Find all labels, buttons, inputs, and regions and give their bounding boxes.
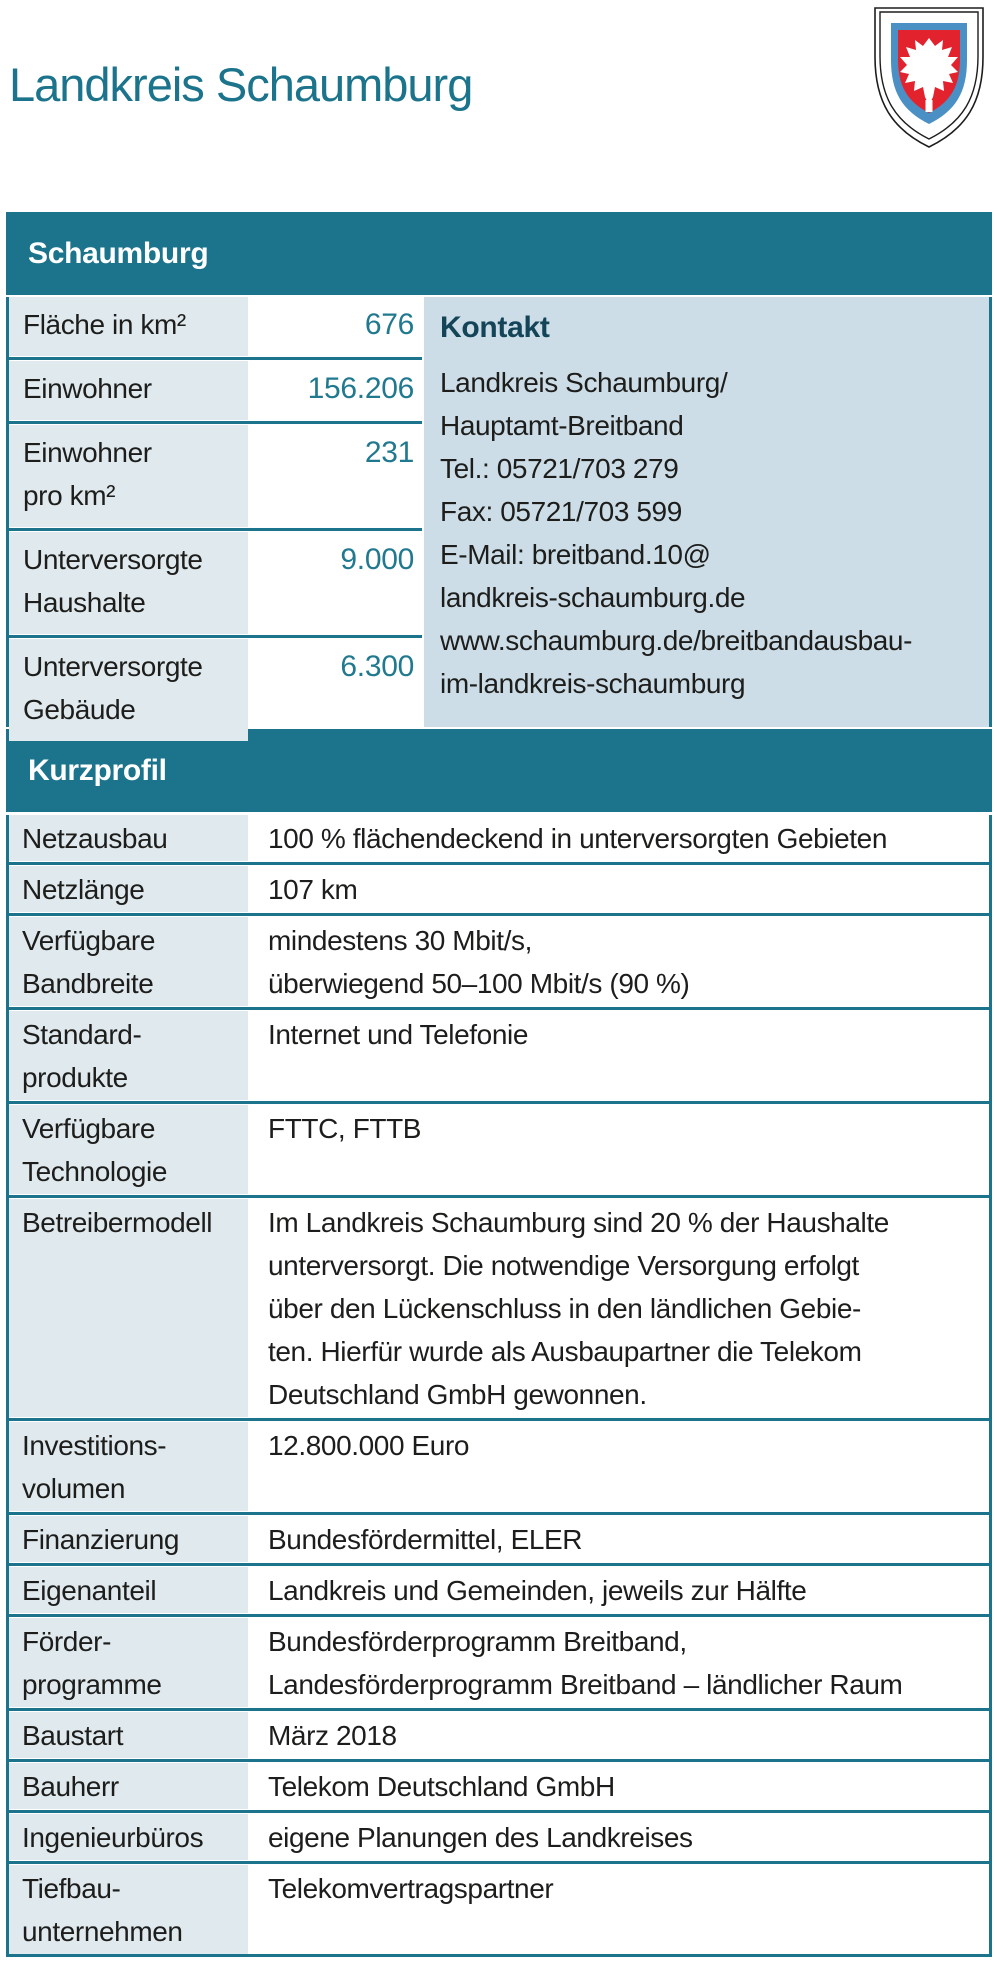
row-value [251, 1199, 989, 1417]
kontakt-line: Landkreis Schaumburg/ [440, 367, 728, 398]
row-separator [9, 528, 422, 531]
kontakt-line: Tel.: 05721/703 279 [440, 453, 679, 484]
row-label-line: programme [22, 1669, 162, 1700]
kurzprofil-row-standardprodukte [9, 1011, 989, 1100]
stats-row [9, 361, 422, 420]
row-value [251, 1865, 989, 1954]
row-label-line: Netzlänge [22, 874, 145, 905]
row-label [9, 1712, 248, 1758]
kurzprofil-row-bauherr [9, 1763, 989, 1809]
row-value-line: 107 km [268, 874, 358, 905]
stat-label-line: Fläche in km² [23, 309, 186, 340]
stat-value: 676 [364, 308, 414, 341]
stats-row [9, 639, 422, 741]
row-separator [9, 1418, 989, 1421]
row-value [251, 1618, 989, 1707]
row-value [251, 1422, 989, 1511]
row-separator [9, 1861, 989, 1864]
kurzprofil-row-bandbreite [9, 917, 989, 1006]
row-label-line: produkte [22, 1062, 128, 1093]
row-value-line: überwiegend 50–100 Mbit/s (90 %) [268, 968, 690, 999]
row-label [9, 1011, 248, 1100]
kurzprofil-row-tiefbauunternehmen [9, 1865, 989, 1954]
stat-label [9, 639, 248, 741]
kurzprofil-row-investitionsvolumen [9, 1422, 989, 1511]
stat-label-line: Gebäude [23, 694, 136, 725]
kontakt-heading: Kontakt [440, 311, 550, 344]
kurzprofil-row-netzlaenge [9, 866, 989, 912]
row-separator [9, 1007, 989, 1010]
kurzprofil-row-ingenieurbueros [9, 1814, 989, 1860]
row-value-line: Telekomvertragspartner [268, 1873, 554, 1904]
row-separator [9, 1512, 989, 1515]
row-label [9, 815, 248, 861]
kontakt-line: Hauptamt-Breitband [440, 410, 684, 441]
row-label [9, 1618, 248, 1707]
row-value-line: eigene Planungen des Landkreises [268, 1822, 693, 1853]
row-label [9, 917, 248, 1006]
row-separator [9, 357, 422, 360]
row-value-line: Bundesfördermittel, ELER [268, 1524, 583, 1555]
row-label-line: unternehmen [22, 1916, 183, 1947]
row-value [251, 1105, 989, 1194]
row-separator [9, 1708, 989, 1711]
schaumburg-coat-of-arms-icon [870, 5, 988, 150]
kontakt-box [424, 297, 992, 727]
row-label-line: Betreibermodell [22, 1207, 213, 1238]
kontakt-line: E-Mail: breitband.10@ [440, 539, 711, 570]
kurzprofil-row-technologie [9, 1105, 989, 1194]
row-value-line: ten. Hierfür wurde als Ausbaupartner die Telekom [268, 1336, 862, 1367]
row-value-line: FTTC, FTTB [268, 1113, 422, 1144]
row-value-line: unterversorgt. Die notwendige Versorgung erfolgt [268, 1250, 859, 1281]
row-separator [9, 913, 989, 916]
kontakt-line: im-landkreis-schaumburg [440, 668, 746, 699]
row-separator [9, 635, 422, 638]
row-label [9, 1865, 248, 1954]
row-label [9, 1422, 248, 1511]
row-value-line: März 2018 [268, 1720, 397, 1751]
row-label-line: Bauherr [22, 1771, 119, 1802]
row-label-line: Ingenieurbüros [22, 1822, 204, 1853]
stat-label-line: pro km² [23, 480, 116, 511]
page-header [0, 0, 1000, 212]
row-label-line: Finanzierung [22, 1524, 180, 1555]
row-value-line: Telekom Deutschland GmbH [268, 1771, 615, 1802]
row-separator [9, 862, 989, 865]
stat-label-line: Einwohner [23, 437, 152, 468]
stats-row [9, 297, 422, 356]
row-value-line: Landkreis und Gemeinden, jeweils zur Hälfte [268, 1575, 807, 1606]
stat-label [9, 532, 248, 634]
stat-value: 6.300 [340, 650, 414, 683]
row-label-line: Eigenanteil [22, 1575, 157, 1606]
stats-row [9, 532, 422, 634]
stats-row [9, 425, 422, 527]
row-label-line: volumen [22, 1473, 126, 1504]
row-value-line: Internet und Telefonie [268, 1019, 529, 1050]
row-label-line: Förder- [22, 1626, 111, 1657]
row-separator [9, 1101, 989, 1104]
kurzprofil-row-betreibermodell [9, 1199, 989, 1417]
row-value-line: 100 % flächendeckend in unterversorgten Gebieten [268, 823, 888, 854]
section-header-label: Kurzprofil [28, 753, 167, 787]
row-label [9, 1567, 248, 1613]
row-label-line: Investitions- [22, 1430, 167, 1461]
row-value-line: Im Landkreis Schaumburg sind 20 % der Haushalte [268, 1207, 889, 1238]
row-label [9, 1105, 248, 1194]
row-separator [9, 421, 422, 424]
row-label [9, 1516, 248, 1562]
row-value [251, 866, 989, 912]
row-value-line: Deutschland GmbH gewonnen. [268, 1379, 647, 1410]
row-value [251, 1516, 989, 1562]
stat-value: 9.000 [340, 543, 414, 576]
row-value-line: über den Lückenschluss in den ländlichen Gebie- [268, 1293, 861, 1324]
kontakt-line: www.schaumburg.de/breitbandausbau- [440, 625, 913, 656]
row-separator [9, 1614, 989, 1617]
kontakt-line: Fax: 05721/703 599 [440, 496, 682, 527]
page-title: Landkreis Schaumburg [9, 58, 473, 111]
row-label [9, 1814, 248, 1860]
stat-label [9, 425, 248, 527]
stats-table [6, 297, 422, 727]
row-value-line: Landesförderprogramm Breitband – ländlicher Raum [268, 1669, 903, 1700]
row-value [251, 1712, 989, 1758]
row-value [251, 1763, 989, 1809]
row-separator [9, 1759, 989, 1762]
stat-label-line: Unterversorgte [23, 544, 203, 575]
row-label-line: Verfügbare [22, 925, 155, 956]
row-value [251, 815, 989, 861]
stat-label-line: Unterversorgte [23, 651, 203, 682]
stat-label [9, 297, 248, 356]
row-value [251, 1814, 989, 1860]
stat-value: 156.206 [307, 372, 414, 405]
row-value-line: 12.800.000 Euro [268, 1430, 470, 1461]
section-header-kurzprofil [6, 729, 992, 812]
section-header-label: Schaumburg [28, 236, 209, 270]
stat-label-line: Haushalte [23, 587, 146, 618]
row-label [9, 866, 248, 912]
row-label-line: Standard- [22, 1019, 142, 1050]
kontakt-line: landkreis-schaumburg.de [440, 582, 746, 613]
kurzprofil-table [6, 815, 992, 1957]
stat-label-line: Einwohner [23, 373, 152, 404]
row-label-line: Technologie [22, 1156, 168, 1187]
row-label-line: Bandbreite [22, 968, 154, 999]
kurzprofil-row-baustart [9, 1712, 989, 1758]
kurzprofil-row-finanzierung [9, 1516, 989, 1562]
kurzprofil-row-netzausbau [9, 815, 989, 861]
kurzprofil-row-foerderprogramme [9, 1618, 989, 1707]
row-value [251, 1011, 989, 1100]
row-separator [9, 1563, 989, 1566]
row-value-line: Bundesförderprogramm Breitband, [268, 1626, 687, 1657]
stat-label [9, 361, 248, 420]
overview-section [6, 297, 992, 727]
row-value [251, 917, 989, 1006]
row-label [9, 1199, 248, 1417]
row-label-line: Baustart [22, 1720, 124, 1751]
section-header-schaumburg [6, 212, 992, 295]
row-separator [9, 1810, 989, 1813]
stat-value: 231 [364, 436, 414, 469]
row-label-line: Netzausbau [22, 823, 168, 854]
row-value [251, 1567, 989, 1613]
kurzprofil-row-eigenanteil [9, 1567, 989, 1613]
row-label-line: Tiefbau- [22, 1873, 121, 1904]
row-value-line: mindestens 30 Mbit/s, [268, 925, 532, 956]
row-label [9, 1763, 248, 1809]
row-separator [9, 1195, 989, 1198]
row-label-line: Verfügbare [22, 1113, 155, 1144]
